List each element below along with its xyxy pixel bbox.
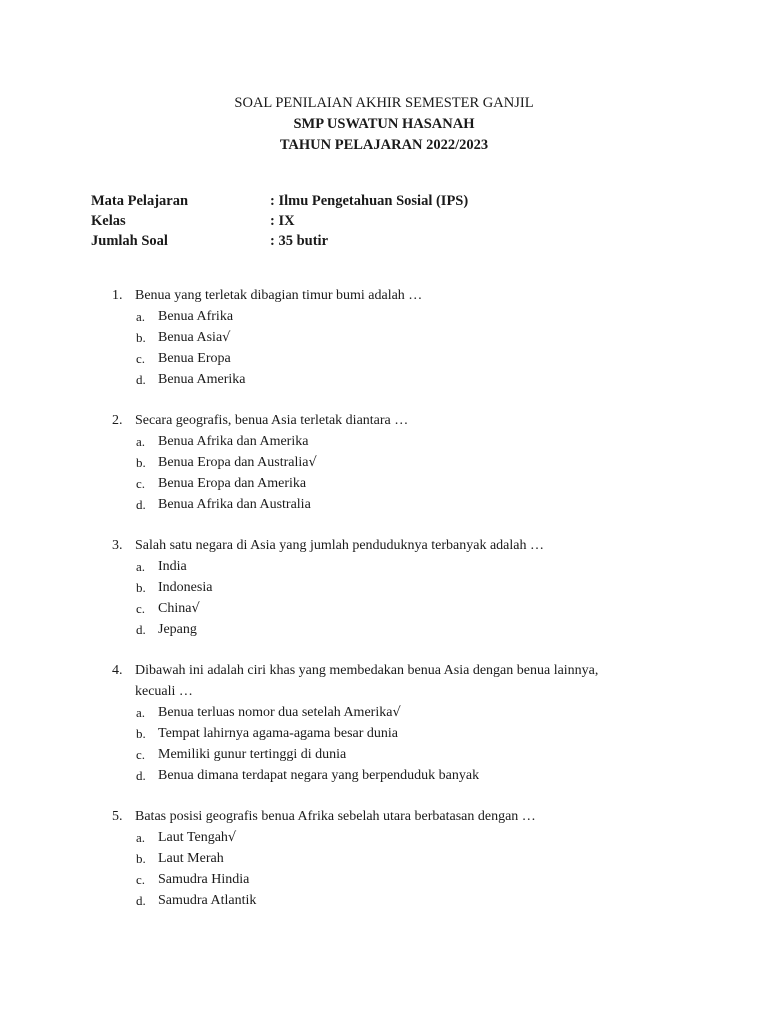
option-text-wrap (158, 744, 346, 765)
question-item (0, 410, 768, 515)
option-text-wrap (158, 473, 306, 494)
option-text: Benua Eropa dan Amerika (158, 476, 307, 491)
info-label: Jumlah Soal (91, 233, 168, 249)
option-text-wrap (158, 452, 317, 473)
option-text: Tempat lahirnya agama-agama besar dunia (158, 726, 399, 741)
info-row-count (91, 231, 591, 251)
option-letter: a. (136, 309, 146, 324)
question-line (0, 410, 768, 431)
option-text-wrap (158, 848, 224, 869)
answer-option (0, 348, 768, 369)
option-letter: b. (136, 455, 146, 470)
option-text-wrap (158, 619, 197, 640)
info-value: : IX (270, 213, 295, 229)
option-text-wrap (158, 890, 256, 911)
header-year: TAHUN PELAJARAN 2022/2023 (279, 137, 489, 153)
option-text: Benua Amerika (158, 372, 246, 387)
answer-option (0, 556, 768, 577)
correct-answer-check-icon: √ (392, 705, 401, 720)
question-line (0, 535, 768, 556)
info-label: Mata Pelajaran (91, 193, 189, 209)
question-number: 5. (112, 809, 123, 824)
question-line (0, 285, 768, 306)
answer-option (0, 723, 768, 744)
info-row-class (91, 211, 591, 231)
question-list (0, 285, 768, 931)
option-text: Jepang (158, 622, 197, 637)
document-header (0, 93, 768, 156)
answer-option (0, 494, 768, 515)
option-letter: c. (136, 601, 146, 616)
option-text: Benua Eropa (158, 351, 231, 366)
answer-option (0, 452, 768, 473)
question-text: Secara geografis, benua Asia terletak diantara … (135, 413, 409, 428)
option-letter: d. (136, 768, 146, 783)
option-letter: d. (136, 372, 146, 387)
answer-option (0, 890, 768, 911)
option-text-wrap (158, 494, 311, 515)
option-text: Benua Afrika dan Amerika (158, 434, 309, 449)
question-item (0, 806, 768, 911)
option-letter: a. (136, 559, 146, 574)
option-text: Memiliki gunur tertinggi di dunia (158, 747, 347, 762)
option-text-wrap (158, 556, 187, 577)
option-text-wrap (158, 765, 479, 786)
option-text-wrap (158, 723, 398, 744)
option-letter: c. (136, 476, 146, 491)
option-text-wrap (158, 869, 249, 890)
option-text-wrap (158, 348, 231, 369)
answer-option (0, 619, 768, 640)
option-letter: c. (136, 747, 146, 762)
option-text-wrap (158, 598, 200, 619)
option-letter: b. (136, 726, 146, 741)
answer-option (0, 744, 768, 765)
info-label: Kelas (91, 213, 126, 229)
correct-answer-check-icon: √ (227, 830, 237, 845)
info-row-subject (91, 191, 591, 211)
answer-option (0, 577, 768, 598)
header-title: SOAL PENILAIAN AKHIR SEMESTER GANJIL (234, 95, 534, 111)
option-letter: b. (136, 330, 146, 345)
answer-option (0, 869, 768, 890)
option-letter: b. (136, 851, 146, 866)
option-text-wrap (158, 327, 230, 348)
question-line (0, 660, 768, 681)
question-item (0, 535, 768, 640)
option-letter: a. (136, 830, 146, 845)
option-letter: c. (136, 872, 146, 887)
info-value: : 35 butir (270, 233, 328, 249)
option-text: Benua terluas nomor dua setelah Amerika (158, 705, 393, 720)
option-text: Samudra Atlantik (158, 893, 257, 908)
option-letter: d. (136, 622, 146, 637)
answer-option (0, 306, 768, 327)
info-value: : Ilmu Pengetahuan Sosial (IPS) (270, 193, 469, 209)
option-text-wrap (158, 306, 233, 327)
answer-option (0, 327, 768, 348)
answer-option (0, 765, 768, 786)
option-text: India (158, 559, 187, 574)
question-text: kecuali … (135, 684, 193, 699)
option-text-wrap (158, 431, 308, 452)
correct-answer-check-icon: √ (308, 455, 317, 470)
question-item (0, 660, 768, 786)
question-text: Benua yang terletak dibagian timur bumi adalah … (135, 288, 423, 303)
correct-answer-check-icon: √ (222, 330, 231, 345)
option-letter: d. (136, 893, 146, 908)
option-text: Benua Asia (158, 330, 223, 345)
answer-option (0, 369, 768, 390)
option-text-wrap (158, 577, 212, 598)
option-text: Laut Tengah (158, 830, 228, 845)
question-number: 3. (112, 538, 123, 553)
answer-option (0, 431, 768, 452)
answer-option (0, 598, 768, 619)
header-school: SMP USWATUN HASANAH (293, 116, 475, 132)
answer-option (0, 827, 768, 848)
question-text: Batas posisi geografis benua Afrika sebelah utara berbatasan dengan … (135, 809, 536, 824)
option-text: Laut Merah (158, 851, 224, 866)
option-letter: a. (136, 705, 146, 720)
option-text: Indonesia (158, 580, 213, 595)
option-text: Benua dimana terdapat negara yang berpenduduk banyak (158, 768, 480, 783)
option-text: Benua Eropa dan Australia (158, 455, 309, 470)
option-letter: c. (136, 351, 146, 366)
question-number: 2. (112, 413, 123, 428)
option-text-wrap (158, 827, 236, 848)
exam-info (91, 191, 591, 251)
option-text: Benua Afrika (158, 309, 234, 324)
option-text: Benua Afrika dan Australia (158, 497, 311, 512)
question-item (0, 285, 768, 390)
answer-option (0, 848, 768, 869)
option-letter: a. (136, 434, 146, 449)
option-text-wrap (158, 369, 245, 390)
question-text: Dibawah ini adalah ciri khas yang membedakan benua Asia dengan benua lainnya, (135, 663, 599, 678)
question-number: 1. (112, 288, 123, 303)
answer-option (0, 473, 768, 494)
question-line (0, 806, 768, 827)
option-text: Samudra Hindia (158, 872, 250, 887)
option-text: China (158, 601, 192, 616)
question-number: 4. (112, 663, 123, 678)
question-line (0, 681, 768, 702)
option-letter: d. (136, 497, 146, 512)
question-text: Salah satu negara di Asia yang jumlah penduduknya terbanyak adalah … (135, 538, 544, 553)
option-letter: b. (136, 580, 146, 595)
answer-option (0, 702, 768, 723)
correct-answer-check-icon: √ (191, 601, 200, 616)
option-text-wrap (158, 702, 401, 723)
